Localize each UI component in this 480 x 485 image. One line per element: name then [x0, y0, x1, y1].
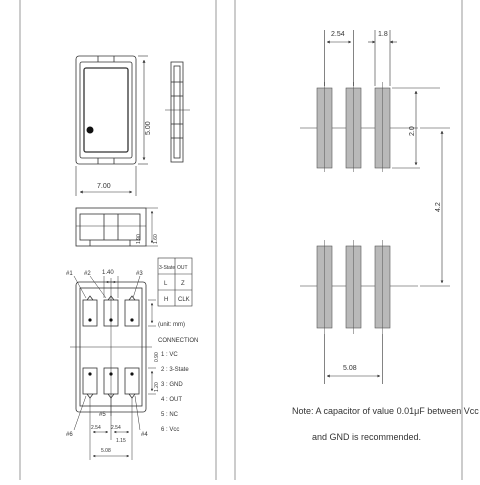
land-dim-top-right: 1.8: [378, 31, 388, 38]
land-right-dims: [392, 88, 450, 286]
truth-table-cell-2-1: CLK: [178, 297, 190, 303]
package-side-view: [165, 62, 190, 162]
connection-item-2: 2 : 3-State: [161, 367, 189, 373]
dim-total-bottom-label: 5.08: [101, 448, 111, 454]
dim-height: [138, 56, 148, 164]
connection-item-4: 4 : OUT: [161, 397, 183, 403]
package-bottom-view: [70, 278, 152, 416]
dim-pitch-bottom-1: 2.54: [91, 425, 101, 431]
land-dim-row-gap: 4.2: [435, 202, 442, 212]
land-bottom-dims: [325, 334, 383, 384]
pin-label-1: #1: [66, 271, 73, 277]
connection-item-6: 6 : Vcc: [161, 427, 180, 433]
dim-pitch-top-label: 1.40: [102, 270, 114, 276]
pin-label-2: #2: [84, 271, 91, 277]
dim-thickness-b-label: 1.60: [153, 234, 159, 244]
connection-item-1: 1 : VC: [161, 352, 178, 358]
dim-pad-bottom-label: 1.15: [116, 438, 126, 444]
note-line-1: Note: A capacitor of value 0.01μF between Vcc: [292, 406, 479, 416]
connection-item-5: 5 : NC: [161, 412, 179, 418]
land-dim-bottom: 5.08: [343, 365, 357, 372]
pin1-marker-dot: [87, 127, 94, 134]
truth-table-cell-2-0: H: [164, 297, 169, 303]
dim-height-label: 5.00: [145, 121, 152, 135]
dim-width: [76, 166, 136, 196]
truth-table-cell-1-1: Z: [181, 281, 185, 287]
dim-width-label: 7.00: [97, 183, 111, 190]
dim-thickness-label: 1.90: [136, 234, 142, 244]
connection-item-3: 3 : GND: [161, 382, 183, 388]
pin-label-3: #3: [136, 271, 143, 277]
land-dim-top-left: 2.54: [331, 31, 345, 38]
dim-pad-w-label: 1.20: [154, 382, 160, 392]
truth-table-cell-0-0: 3-State: [159, 265, 176, 271]
connection-title: CONNECTION: [158, 338, 199, 344]
land-pattern: [300, 30, 450, 384]
pin-label-5: #5: [99, 412, 106, 418]
unit-note: (unit: mm): [158, 322, 185, 328]
pin-label-4: #4: [141, 432, 148, 438]
land-dim-pad-length: 2.0: [409, 126, 416, 136]
package-top-view: [76, 56, 136, 164]
pin-label-6: #6: [66, 432, 73, 438]
truth-table-cell-1-0: L: [164, 281, 168, 287]
truth-table-cell-0-1: OUT: [177, 265, 188, 271]
land-pad-centerlines: [325, 82, 383, 334]
note-line-2: and GND is recommended.: [312, 432, 422, 442]
package-front-view: [76, 208, 158, 246]
dim-pad-h-label: 0.90: [154, 352, 160, 362]
land-top-dims: [325, 30, 398, 86]
dim-pitch-bottom-2: 2.54: [111, 425, 121, 431]
